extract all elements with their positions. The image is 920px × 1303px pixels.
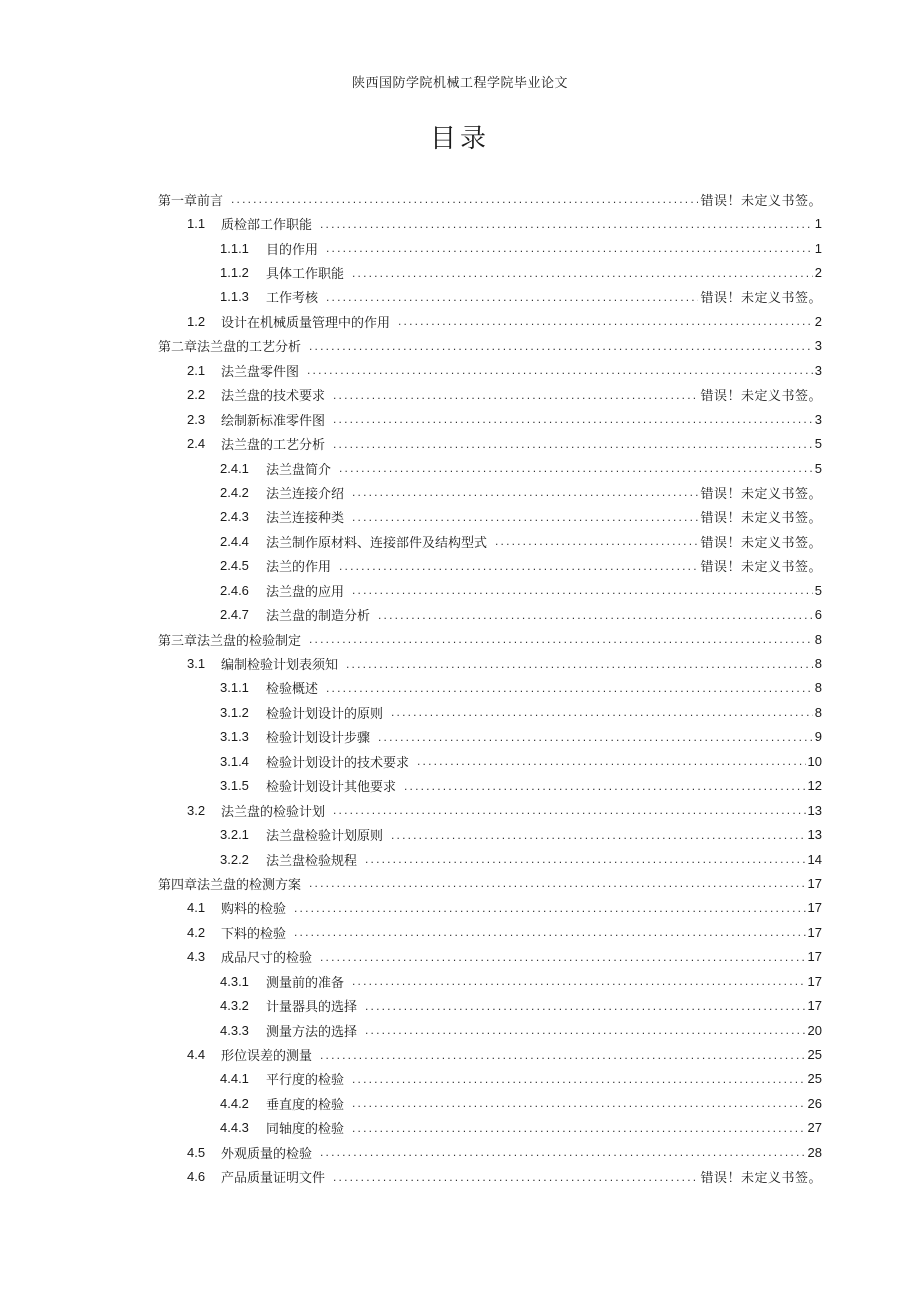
toc-entry-number: 3.1.5	[220, 778, 249, 794]
toc-entry-number: 3.1.3	[220, 729, 249, 745]
toc-dot-leader	[320, 1144, 806, 1160]
toc-entry[interactable]	[158, 871, 822, 895]
toc-entry-label: 第四章法兰盘的检测方案	[158, 877, 302, 893]
toc-entry-number: 2.2	[187, 387, 206, 403]
toc-entry-label: 检验计划设计步骤	[266, 731, 371, 747]
toc-entry-page: 5	[814, 436, 822, 452]
toc-dot-leader	[391, 704, 813, 720]
toc-entry-label: 垂直度的检验	[266, 1097, 345, 1113]
toc-dot-leader	[320, 1047, 806, 1063]
toc-dot-leader	[333, 802, 806, 818]
toc-dot-leader	[352, 1095, 806, 1111]
toc-entry-page: 17	[807, 924, 822, 940]
toc-entry-page: 8	[814, 704, 822, 720]
toc-entry-label: 检验计划设计的原则	[266, 706, 384, 722]
toc-entry[interactable]	[158, 383, 822, 407]
toc-entry-page: 12	[807, 778, 822, 794]
toc-entry-label: 外观质量的检验	[221, 1146, 313, 1162]
toc-dot-leader	[352, 973, 806, 989]
toc-entry-number: 4.4	[187, 1047, 206, 1063]
toc-dot-leader	[346, 656, 813, 672]
toc-entry-label: 法兰盘的工艺分析	[221, 438, 326, 454]
table-of-contents	[158, 187, 822, 1189]
toc-entry-number: 4.3.1	[220, 973, 249, 989]
toc-entry-number: 4.1	[187, 900, 206, 916]
toc-entry[interactable]	[158, 969, 822, 993]
toc-entry-label: 平行度的检验	[266, 1073, 345, 1089]
toc-entry[interactable]	[158, 774, 822, 798]
toc-entry-page: 8	[814, 680, 822, 696]
toc-entry[interactable]	[158, 749, 822, 773]
toc-dot-leader	[495, 533, 698, 549]
toc-entry-number: 2.4	[187, 436, 206, 452]
toc-entry-label: 第一章前言	[158, 193, 224, 209]
toc-entry-number: 2.4.2	[220, 484, 249, 500]
toc-entry-number: 1.2	[187, 313, 206, 329]
toc-dot-leader	[391, 827, 806, 843]
toc-entry[interactable]	[158, 627, 822, 651]
toc-entry-number: 4.3.3	[220, 1022, 249, 1038]
toc-entry-page: 错误！未定义书签。	[700, 389, 822, 405]
toc-entry[interactable]	[158, 725, 822, 749]
toc-entry-page: 17	[807, 949, 822, 965]
toc-entry[interactable]	[158, 993, 822, 1017]
toc-dot-leader	[294, 924, 806, 940]
toc-entry-page: 1	[814, 240, 822, 256]
toc-entry[interactable]	[158, 285, 822, 309]
toc-entry-page: 错误！未定义书签。	[700, 291, 822, 307]
toc-entry-label: 购料的检验	[221, 902, 287, 918]
toc-entry-label: 测量方法的选择	[266, 1024, 358, 1040]
toc-entry-number: 4.4.3	[220, 1120, 249, 1136]
toc-dot-leader	[352, 582, 813, 598]
toc-entry[interactable]	[158, 236, 822, 260]
toc-dot-leader	[333, 387, 698, 403]
toc-entry[interactable]	[158, 1140, 822, 1164]
toc-entry-page: 错误！未定义书签。	[700, 1171, 822, 1187]
toc-dot-leader	[326, 289, 698, 305]
toc-entry-page: 9	[814, 729, 822, 745]
toc-entry-page: 17	[807, 973, 822, 989]
toc-entry[interactable]	[158, 896, 822, 920]
toc-entry[interactable]	[158, 578, 822, 602]
toc-entry-page: 错误！未定义书签。	[700, 486, 822, 502]
toc-entry-page: 20	[807, 1022, 822, 1038]
toc-entry[interactable]	[158, 505, 822, 529]
toc-entry[interactable]	[158, 602, 822, 626]
toc-entry[interactable]	[158, 700, 822, 724]
toc-entry-label: 法兰盘简介	[266, 462, 332, 478]
toc-entry-label: 产品质量证明文件	[221, 1171, 326, 1187]
toc-entry-label: 同轴度的检验	[266, 1122, 345, 1138]
toc-dot-leader	[365, 1022, 806, 1038]
toc-entry-number: 2.4.3	[220, 509, 249, 525]
toc-entry-label: 具体工作职能	[266, 267, 345, 283]
toc-entry-number: 3.2.2	[220, 851, 249, 867]
toc-entry[interactable]	[158, 260, 822, 284]
toc-entry-label: 法兰盘的制造分析	[266, 609, 371, 625]
toc-dot-leader	[352, 484, 698, 500]
toc-dot-leader	[320, 216, 813, 232]
toc-entry-page: 25	[807, 1071, 822, 1087]
toc-entry[interactable]	[158, 1042, 822, 1066]
toc-entry-label: 检验计划设计的技术要求	[266, 755, 410, 771]
toc-entry-label: 目的作用	[266, 242, 319, 258]
toc-entry-number: 2.4.5	[220, 558, 249, 574]
toc-dot-leader	[352, 1120, 806, 1136]
toc-entry-page: 27	[807, 1120, 822, 1136]
toc-entry-page: 17	[807, 900, 822, 916]
toc-entry[interactable]	[158, 456, 822, 480]
toc-entry-page: 26	[807, 1095, 822, 1111]
toc-dot-leader	[320, 949, 806, 965]
toc-entry[interactable]	[158, 920, 822, 944]
toc-entry[interactable]	[158, 1116, 822, 1140]
toc-dot-leader	[365, 998, 806, 1014]
toc-entry-number: 1.1.3	[220, 289, 249, 305]
toc-entry-number: 3.1	[187, 656, 206, 672]
toc-entry-label: 法兰的作用	[266, 560, 332, 576]
toc-entry[interactable]	[158, 847, 822, 871]
toc-entry-number: 4.2	[187, 924, 206, 940]
toc-dot-leader	[333, 436, 813, 452]
toc-dot-leader	[309, 875, 806, 891]
toc-entry-label: 质检部工作职能	[221, 218, 313, 234]
toc-entry[interactable]	[158, 358, 822, 382]
toc-dot-leader	[365, 851, 806, 867]
toc-entry-page: 10	[807, 753, 822, 769]
toc-dot-leader	[309, 338, 813, 354]
toc-entry-page: 17	[807, 875, 822, 891]
toc-entry-number: 4.5	[187, 1144, 206, 1160]
toc-entry[interactable]	[158, 211, 822, 235]
toc-dot-leader	[404, 778, 806, 794]
toc-entry-label: 法兰盘的技术要求	[221, 389, 326, 405]
toc-entry-page: 8	[814, 656, 822, 672]
toc-dot-leader	[352, 509, 698, 525]
toc-entry[interactable]	[158, 407, 822, 431]
toc-entry-label: 设计在机械质量管理中的作用	[221, 315, 391, 331]
toc-entry-number: 4.4.2	[220, 1095, 249, 1111]
toc-entry-page: 25	[807, 1047, 822, 1063]
toc-entry-number: 2.4.4	[220, 533, 249, 549]
toc-entry-page: 错误！未定义书签。	[700, 511, 822, 527]
page-header: 陕西国防学院机械工程学院毕业论文	[351, 76, 568, 91]
toc-entry-page: 3	[814, 411, 822, 427]
toc-entry-number: 1.1.1	[220, 240, 249, 256]
toc-entry-number: 1.1	[187, 216, 206, 232]
toc-entry-number: 2.3	[187, 411, 206, 427]
toc-entry-page: 错误！未定义书签。	[700, 535, 822, 551]
toc-entry[interactable]	[158, 187, 822, 211]
toc-entry-number: 3.2	[187, 802, 206, 818]
toc-entry-number: 4.4.1	[220, 1071, 249, 1087]
toc-entry-label: 编制检验计划表须知	[221, 658, 339, 674]
toc-entry-number: 3.1.1	[220, 680, 249, 696]
toc-dot-leader	[352, 1071, 806, 1087]
toc-entry-page: 3	[814, 362, 822, 378]
toc-entry-label: 成品尺寸的检验	[221, 951, 313, 967]
toc-dot-leader	[398, 313, 813, 329]
toc-entry-number: 2.4.6	[220, 582, 249, 598]
toc-entry-page: 错误！未定义书签。	[700, 560, 822, 576]
toc-entry[interactable]	[158, 529, 822, 553]
toc-entry[interactable]	[158, 676, 822, 700]
toc-entry-label: 法兰连接种类	[266, 511, 345, 527]
toc-entry-number: 4.6	[187, 1169, 206, 1185]
toc-dot-leader	[333, 1169, 698, 1185]
toc-entry-page: 13	[807, 827, 822, 843]
toc-entry-page: 3	[814, 338, 822, 354]
toc-entry[interactable]	[158, 480, 822, 504]
toc-dot-leader	[339, 460, 813, 476]
toc-entry[interactable]	[158, 1018, 822, 1042]
toc-entry-page: 6	[814, 607, 822, 623]
toc-entry-page: 14	[807, 851, 822, 867]
toc-entry-page: 1	[814, 216, 822, 232]
toc-entry[interactable]	[158, 1091, 822, 1115]
toc-entry-label: 测量前的准备	[266, 975, 345, 991]
toc-dot-leader	[417, 753, 806, 769]
toc-entry-label: 第三章法兰盘的检验制定	[158, 633, 302, 649]
toc-entry[interactable]	[158, 822, 822, 846]
toc-entry[interactable]	[158, 945, 822, 969]
toc-dot-leader	[326, 240, 813, 256]
toc-dot-leader	[352, 265, 813, 281]
toc-dot-leader	[378, 607, 813, 623]
toc-entry-label: 绘制新标准零件图	[221, 413, 326, 429]
toc-entry[interactable]	[158, 651, 822, 675]
toc-entry-page: 5	[814, 460, 822, 476]
toc-entry-page: 2	[814, 313, 822, 329]
toc-entry-label: 法兰盘检验规程	[266, 853, 358, 869]
toc-entry-label: 法兰盘检验计划原则	[266, 829, 384, 845]
toc-entry-page: 2	[814, 265, 822, 281]
toc-entry-number: 4.3	[187, 949, 206, 965]
toc-entry-label: 下料的检验	[221, 926, 287, 942]
toc-entry-number: 2.4.1	[220, 460, 249, 476]
toc-entry-page: 13	[807, 802, 822, 818]
toc-dot-leader	[378, 729, 813, 745]
toc-entry-label: 计量器具的选择	[266, 1000, 358, 1016]
toc-entry-label: 形位误差的测量	[221, 1049, 313, 1065]
toc-dot-leader	[294, 900, 806, 916]
toc-title: 目录	[429, 124, 490, 154]
toc-entry-label: 法兰盘的应用	[266, 584, 345, 600]
toc-dot-leader	[339, 558, 698, 574]
toc-entry-label: 检验计划设计其他要求	[266, 780, 397, 796]
toc-entry-label: 第二章法兰盘的工艺分析	[158, 340, 302, 356]
toc-entry-label: 检验概述	[266, 682, 319, 698]
toc-entry-page: 17	[807, 998, 822, 1014]
toc-entry[interactable]	[158, 309, 822, 333]
toc-entry-page: 错误！未定义书签。	[700, 193, 822, 209]
toc-entry-page: 28	[807, 1144, 822, 1160]
toc-entry-number: 4.3.2	[220, 998, 249, 1014]
toc-dot-leader	[309, 631, 813, 647]
toc-entry-page: 5	[814, 582, 822, 598]
toc-entry-number: 3.2.1	[220, 827, 249, 843]
toc-entry[interactable]	[158, 554, 822, 578]
toc-entry-page: 8	[814, 631, 822, 647]
toc-entry-label: 法兰盘的检验计划	[221, 804, 326, 820]
toc-dot-leader	[307, 362, 813, 378]
toc-entry-label: 法兰盘零件图	[221, 364, 300, 380]
toc-entry[interactable]	[158, 334, 822, 358]
toc-dot-leader	[333, 411, 813, 427]
toc-entry-label: 法兰连接介绍	[266, 486, 345, 502]
toc-entry-number: 2.1	[187, 362, 206, 378]
toc-entry[interactable]	[158, 798, 822, 822]
toc-entry[interactable]	[158, 1067, 822, 1091]
toc-dot-leader	[231, 191, 698, 207]
toc-entry-number: 3.1.2	[220, 704, 249, 720]
toc-entry-label: 工作考核	[266, 291, 319, 307]
toc-entry[interactable]	[158, 1165, 822, 1189]
toc-entry-number: 3.1.4	[220, 753, 249, 769]
toc-entry[interactable]	[158, 431, 822, 455]
toc-entry-label: 法兰制作原材料、连接部件及结构型式	[266, 535, 488, 551]
toc-entry-number: 2.4.7	[220, 607, 249, 623]
toc-dot-leader	[326, 680, 813, 696]
toc-entry-number: 1.1.2	[220, 265, 249, 281]
